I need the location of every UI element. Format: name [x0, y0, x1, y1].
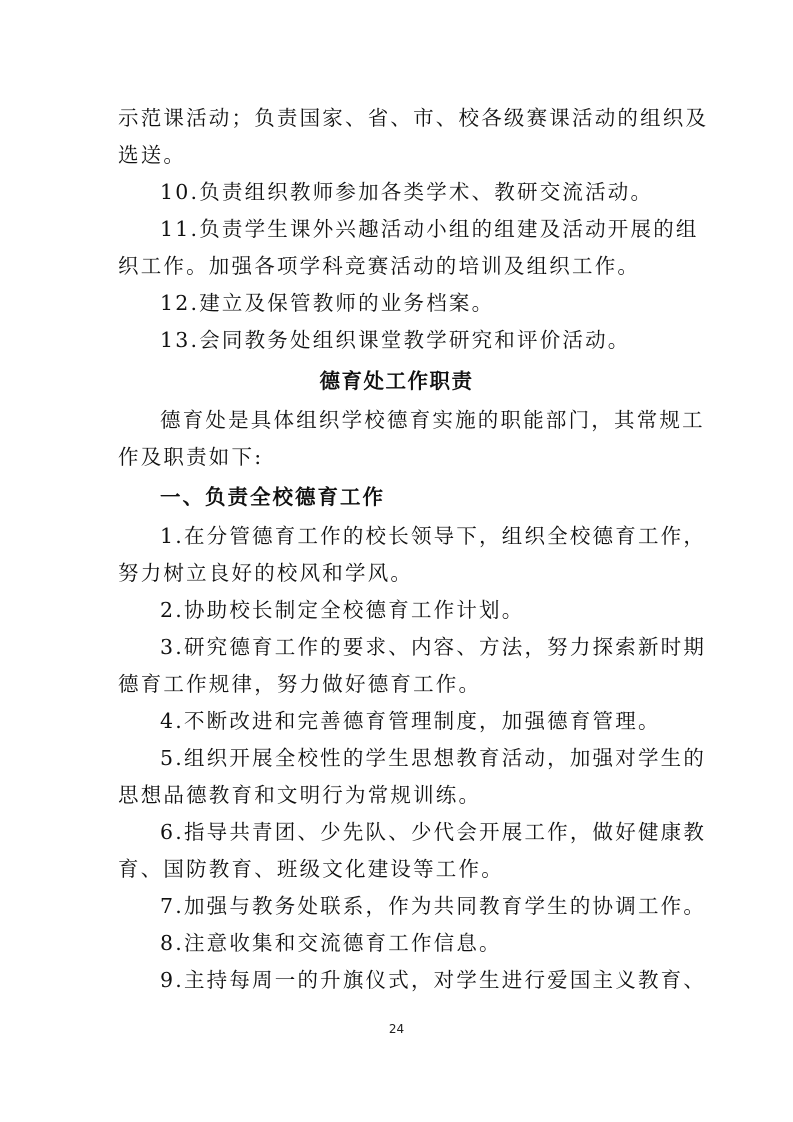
list-item: 5.组织开展全校性的学生思想教育活动，加强对学生的 — [160, 746, 707, 770]
section-heading: 一、负责全校德育工作 — [160, 485, 385, 509]
list-item: 6.指导共青团、少先队、少代会开展工作，做好健康教 — [160, 820, 707, 844]
text-line: 示范课活动；负责国家、省、市、校各级赛课活动的组织及 — [118, 106, 709, 130]
list-item: 2.协助校长制定全校德育工作计划。 — [160, 598, 525, 622]
text-line: 12.建立及保管教师的业务档案。 — [160, 291, 495, 315]
text-line: 10.负责组织教师参加各类学术、教研交流活动。 — [160, 180, 654, 204]
intro-line: 德育处是具体组织学校德育实施的职能部门，其常规工 — [160, 408, 705, 432]
text-line: 织工作。加强各项学科竞赛活动的培训及组织工作。 — [118, 254, 641, 278]
list-item: 努力树立良好的校风和学风。 — [118, 561, 414, 585]
list-item: 1.在分管德育工作的校长领导下，组织全校德育工作， — [160, 524, 707, 548]
list-item: 4.不断改进和完善德育管理制度，加强德育管理。 — [160, 709, 661, 733]
list-item: 德育工作规律，努力做好德育工作。 — [118, 672, 482, 696]
text-line: 13.会同教务处组织课堂教学研究和评价活动。 — [160, 328, 631, 352]
page-number: 24 — [388, 1022, 405, 1036]
section-title: 德育处工作职责 — [319, 369, 474, 393]
list-item: 3.研究德育工作的要求、内容、方法，努力探索新时期 — [160, 635, 707, 659]
list-item: 8.注意收集和交流德育工作信息。 — [160, 931, 502, 955]
list-item: 思想品德教育和文明行为常规训练。 — [118, 783, 482, 807]
list-item: 7.加强与教务处联系，作为共同教育学生的协调工作。 — [160, 894, 707, 918]
text-line: 选送。 — [118, 143, 187, 167]
list-item: 9.主持每周一的升旗仪式，对学生进行爱国主义教育、 — [160, 968, 707, 992]
intro-line: 作及职责如下: — [118, 445, 264, 469]
list-item: 育、国防教育、班级文化建设等工作。 — [118, 857, 504, 881]
text-line: 11.负责学生课外兴趣活动小组的组建及活动开展的组 — [160, 217, 699, 241]
